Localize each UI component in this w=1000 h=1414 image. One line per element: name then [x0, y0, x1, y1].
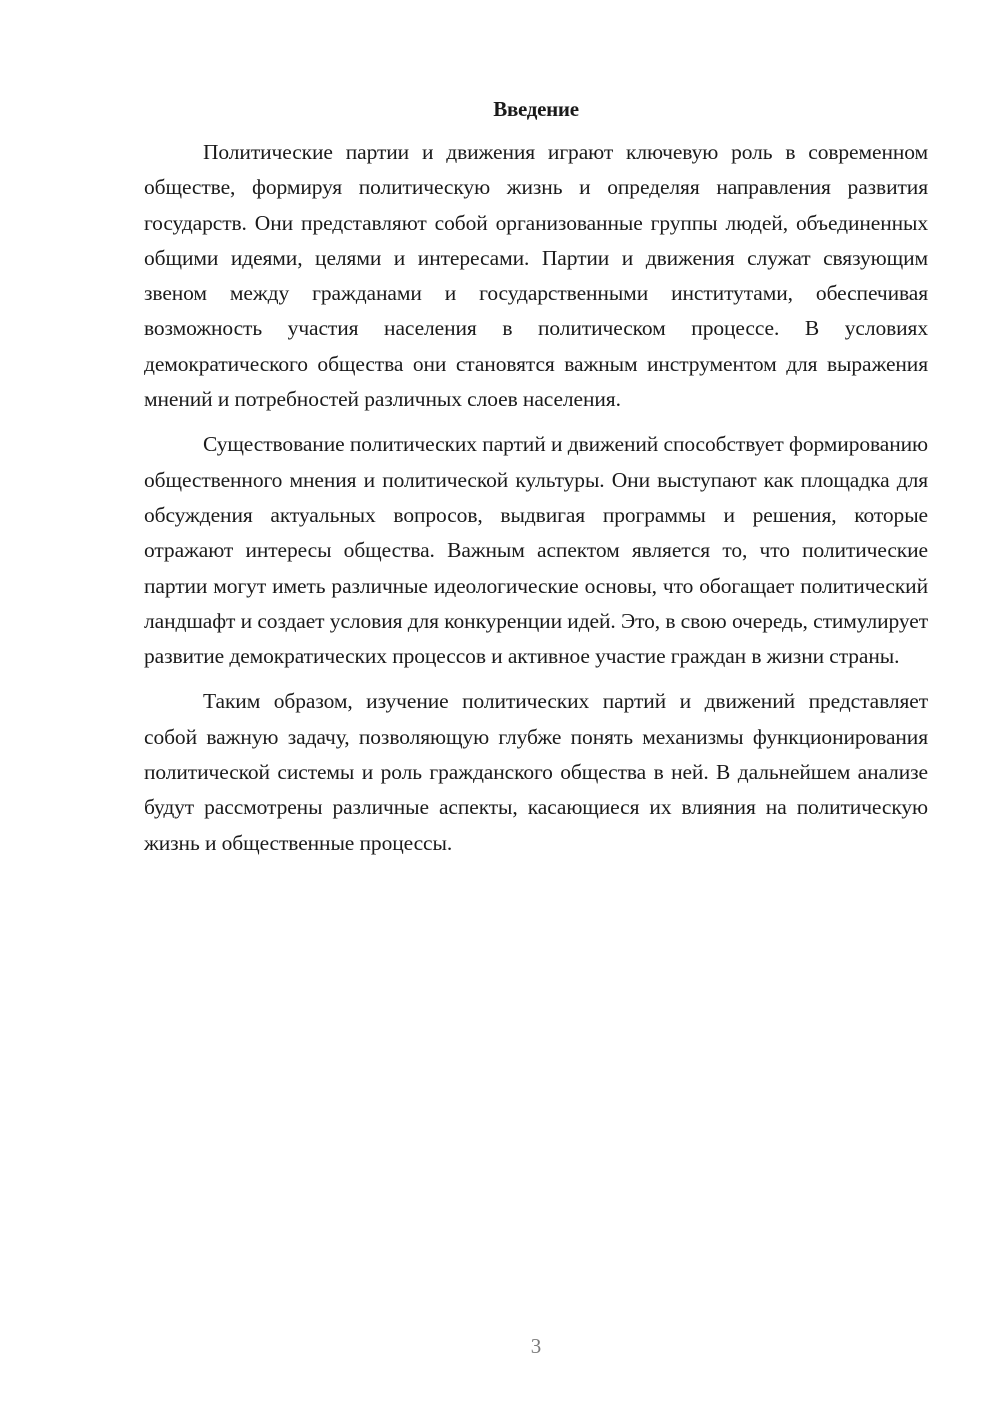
section-heading: Введение: [493, 97, 579, 121]
paragraph-1: Политические партии и движения играют ключевую роль в современном обществе, формируя политическую жизнь и определяя направления развития государств. Они представляют собой организованные группы людей, объединенных общими идеями, целями и интересами. Партии и движения служат связующим звеном между гражданами и государственными институтами, обеспечивая возможность участия населения в политическом процессе. В условиях демократического общества они становятся важным инструментом для выражения мнений и потребностей различных слоев населения.: [144, 140, 928, 412]
paragraph-2: Существование политических партий и движений способствует формированию общественного мнения и политической культуры. Они выступают как площадка для обсуждения актуальных вопросов, выдвигая программы и решения, которые отражают интересы общества. Важным аспектом является то, что политические партии могут иметь различные идеологические основы, что обогащает политический ландшафт и создает условия для конкуренции идей. Это, в свою очередь, стимулирует развитие демократических процессов и активное участие граждан в жизни страны.: [144, 432, 928, 669]
page-number: 3: [530, 1334, 542, 1358]
page-body: [144, 92, 928, 861]
paragraph-3: Таким образом, изучение политических партий и движений представляет собой важную задачу, позволяющую глубже понять механизмы функционирования политической системы и роль гражданского общества в ней. В дальнейшем анализе будут рассмотрены различные аспекты, касающиеся их влияния на политическую жизнь и общественные процессы.: [144, 689, 928, 855]
